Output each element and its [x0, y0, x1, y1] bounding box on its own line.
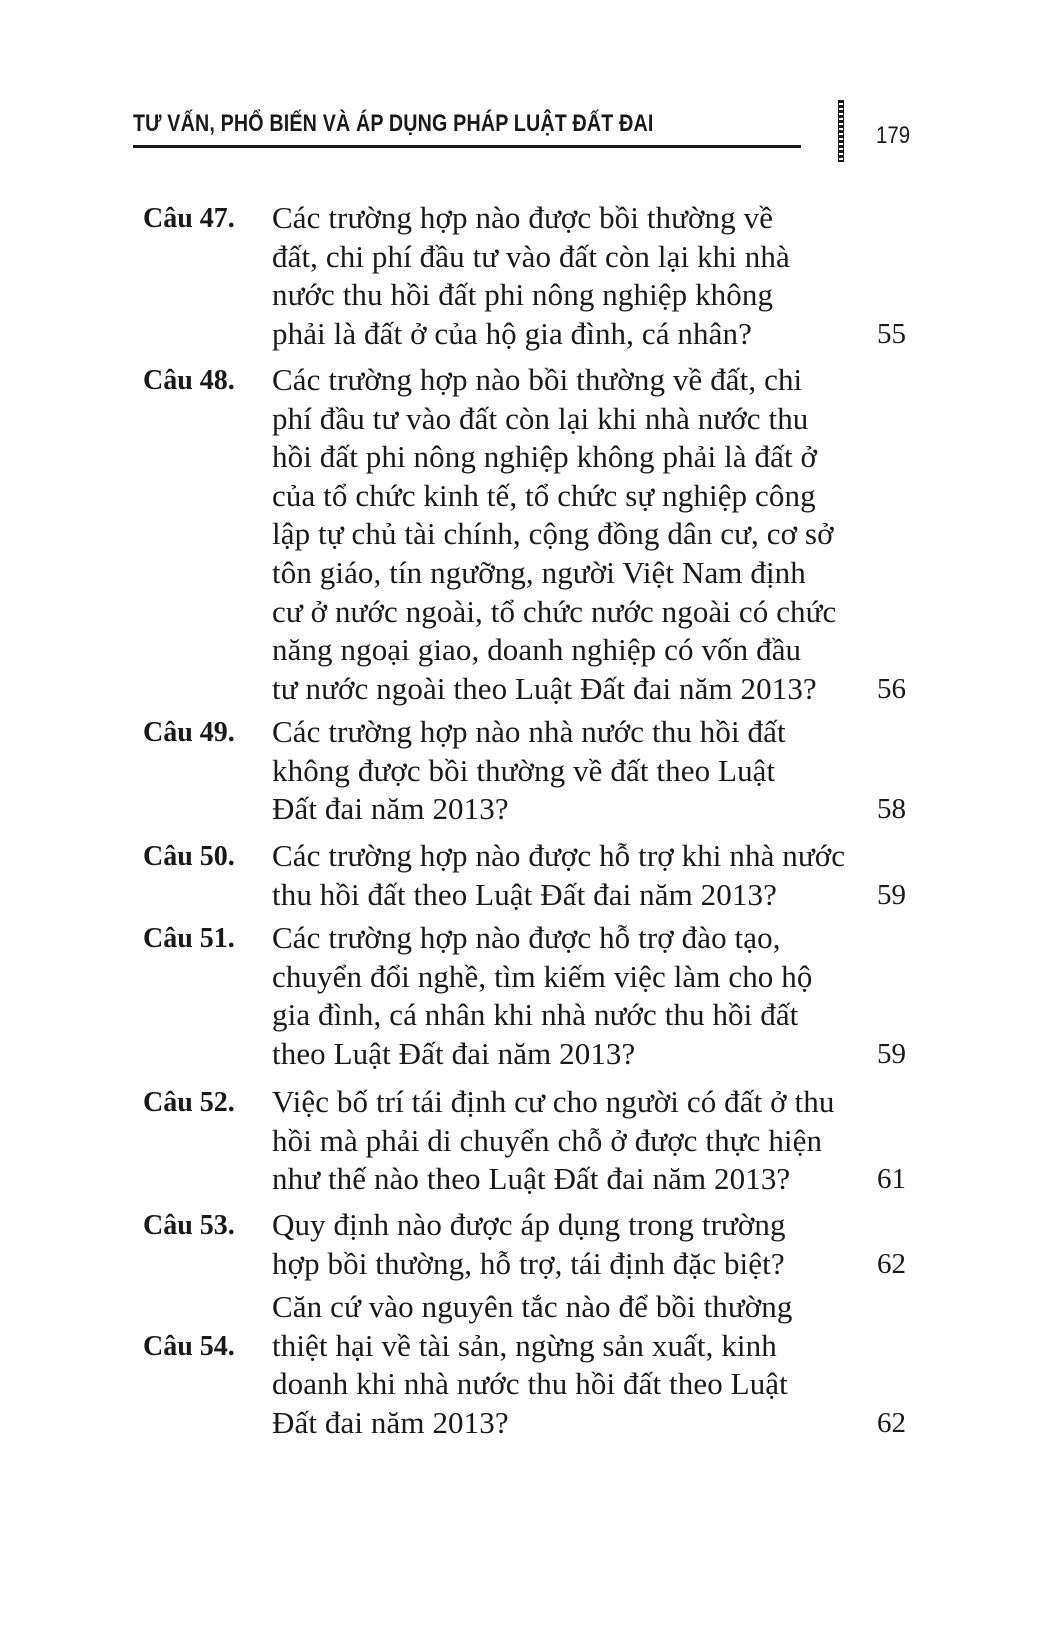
- toc-entry-text-line: hồi đất phi nông nghiệp không phải là đất ở: [272, 439, 818, 475]
- toc-entry-text-line: gia đình, cá nhân khi nhà nước thu hồi đất: [272, 997, 799, 1033]
- toc-entry-text-line: hồi mà phải di chuyển chỗ ở được thực hiện: [272, 1122, 823, 1158]
- toc-entry-text-line: tôn giáo, tín ngưỡng, người Việt Nam định: [272, 555, 806, 590]
- toc-entry-label: Câu 49.: [143, 717, 235, 748]
- toc-entry-text-line: hợp bồi thường, hỗ trợ, tái định đặc biệt?: [272, 1245, 785, 1281]
- toc-entry-text-line: tư nước ngoài theo Luật Đất đai năm 2013?: [272, 670, 817, 706]
- page-number: 179: [876, 122, 911, 149]
- toc-entry-text-line: cư ở nước ngoài, tổ chức nước ngoài có chức: [272, 593, 837, 629]
- toc-entry-page-number: 62: [877, 1406, 906, 1439]
- toc-entry-text-line: không được bồi thường về đất theo Luật: [272, 752, 776, 788]
- toc-entry-text-line: Quy định nào được áp dụng trong trường: [272, 1207, 786, 1242]
- toc-entry-page-number: 59: [877, 878, 906, 911]
- toc-entry-text-line: chuyển đổi nghề, tìm kiếm việc làm cho hộ: [272, 958, 813, 994]
- toc-entry-text-line: Các trường hợp nào bồi thường về đất, chi: [272, 362, 803, 397]
- toc-entry-text-line: theo Luật Đất đai năm 2013?: [272, 1035, 636, 1071]
- toc-entry-text-line: nước thu hồi đất phi nông nghiệp không: [272, 277, 774, 313]
- toc-entry-text-line: lập tự chủ tài chính, cộng đồng dân cư, cơ sở: [272, 516, 834, 552]
- toc-entry-page-number: 55: [877, 317, 906, 350]
- toc-entry-text-line: Các trường hợp nào được bồi thường về: [272, 200, 774, 235]
- toc-entry-text-line: phí đầu tư vào đất còn lại khi nhà nước thu: [272, 400, 809, 436]
- toc-entry-text-line: Căn cứ vào nguyên tắc nào để bồi thường: [272, 1289, 793, 1324]
- toc-entry-page-number: 56: [877, 672, 906, 705]
- toc-entry-text-line: phải là đất ở của hộ gia đình, cá nhân?: [272, 315, 752, 351]
- toc-entry-text-line: Đất đai năm 2013?: [272, 1404, 509, 1440]
- toc-entry-page-number: 59: [877, 1037, 906, 1070]
- toc-entry-text-line: Đất đai năm 2013?: [272, 791, 509, 827]
- toc-entry-page-number: 58: [877, 793, 906, 826]
- toc-entry-text-line: của tổ chức kinh tế, tổ chức sự nghiệp công: [272, 477, 816, 513]
- toc-entry-text-line: doanh khi nhà nước thu hồi đất theo Luật: [272, 1366, 788, 1402]
- toc-entry-label: Câu 51.: [143, 923, 235, 954]
- header-spine-ornament: [838, 100, 844, 162]
- toc-entry-text-line: Các trường hợp nào được hỗ trợ khi nhà nước: [272, 838, 846, 873]
- header-rule: [133, 145, 801, 148]
- toc-entry-text-line: năng ngoại giao, doanh nghiệp có vốn đầu: [272, 632, 802, 668]
- toc-entry-label: Câu 54.: [143, 1330, 235, 1362]
- toc-entry-text-line: như thế nào theo Luật Đất đai năm 2013?: [272, 1161, 791, 1197]
- toc-entry-text-line: Việc bố trí tái định cư cho người có đất ở thu: [272, 1084, 835, 1119]
- toc-entry-page-number: 62: [877, 1247, 906, 1280]
- running-header-title: TƯ VẤN, PHỔ BIẾN VÀ ÁP DỤNG PHÁP LUẬT ĐẤT ĐAI: [133, 110, 654, 137]
- toc-entry-label: Câu 53.: [143, 1210, 235, 1241]
- toc-entry-text-line: thiệt hại về tài sản, ngừng sản xuất, kinh: [272, 1327, 777, 1363]
- toc-entry-label: Câu 47.: [143, 203, 235, 234]
- toc-entry-label: Câu 48.: [143, 365, 235, 396]
- toc-entry-text-line: thu hồi đất theo Luật Đất đai năm 2013?: [272, 876, 777, 912]
- toc-entry-text-line: Các trường hợp nào được hỗ trợ đào tạo,: [272, 920, 781, 955]
- toc-entry-label: Câu 52.: [143, 1087, 235, 1118]
- toc-entry-label: Câu 50.: [143, 841, 235, 872]
- toc-entry-text-line: Các trường hợp nào nhà nước thu hồi đất: [272, 714, 786, 749]
- toc-entry-text-line: đất, chi phí đầu tư vào đất còn lại khi nhà: [272, 238, 790, 274]
- toc-entry-page-number: 61: [877, 1163, 906, 1196]
